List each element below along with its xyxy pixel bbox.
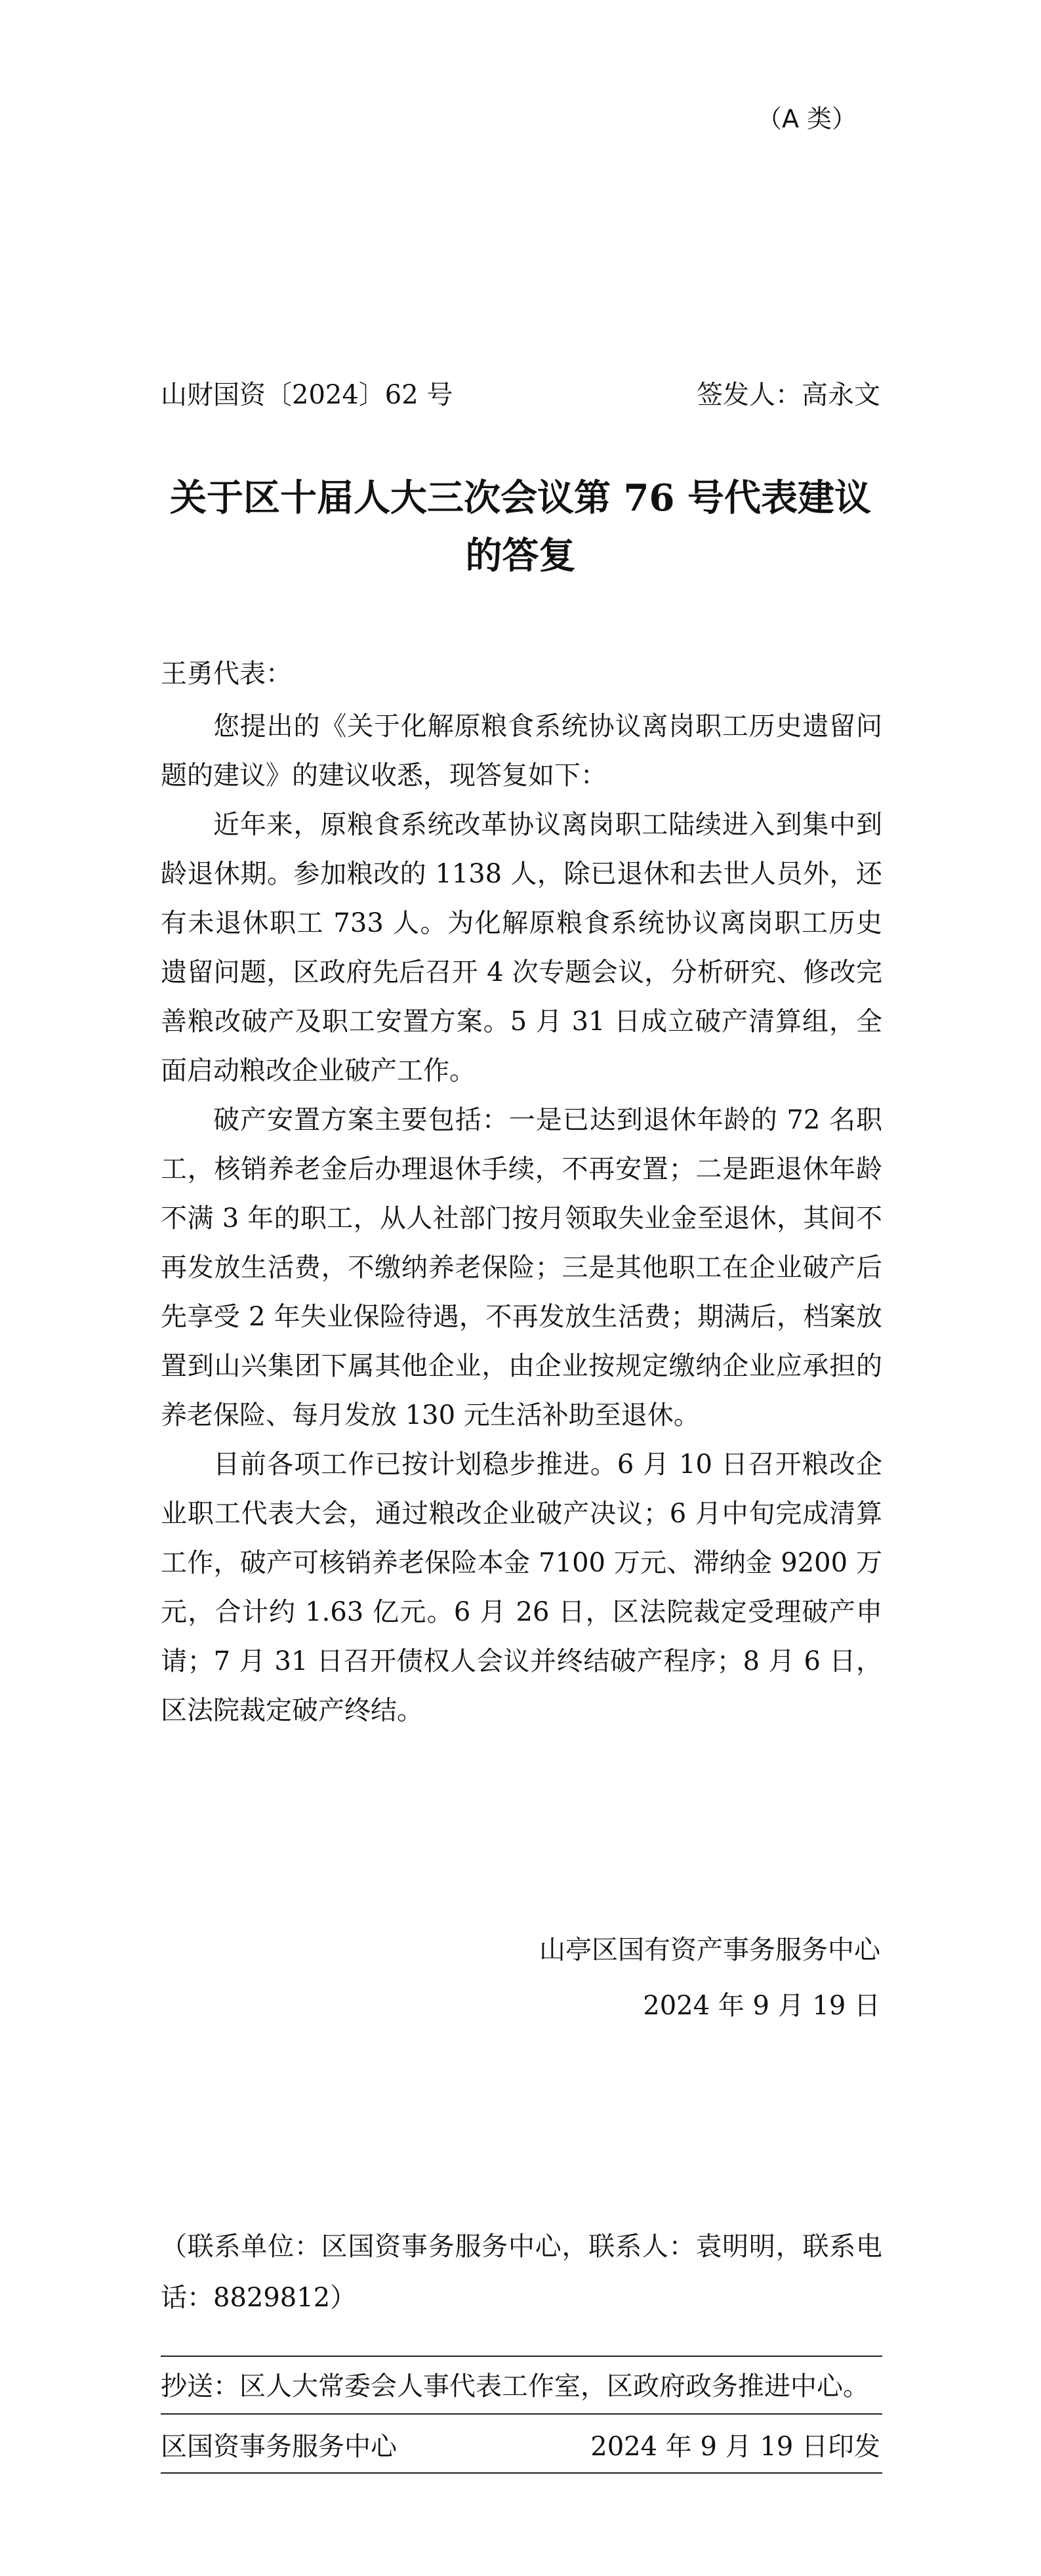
body-paragraph: 破产安置方案主要包括：一是已达到退休年龄的 72 名职工，核销养老金后办理退休手续，不再安置；二是距退休年龄不满 3 年的职工，从人社部门按月领取失业金至退休，其间不再发放生活费，不缴纳养老保险；三是其他职工在企业破产后先享受 2 年失业保险待遇，不再发放生活费；期满后，档案放置到山兴集团下属其他企业，由企业按规定缴纳企业应承担的养老保险、每月发放 130 元生活补助至退休。 [161, 1105, 882, 1430]
issue-date: 2024 年 9 月 19 日 [643, 1991, 880, 2021]
footer-divider-top [161, 2356, 882, 2357]
printing-office: 区国资事务服务中心 [161, 2432, 397, 2462]
contact-info: （联系单位：区国资事务服务中心，联系人：袁明明，联系电话：8829812） [161, 2232, 882, 2313]
document-title [131, 469, 910, 585]
body-paragraph: 目前各项工作已按计划稳步推进。6 月 10 日召开粮改企业职工代表大会，通过粮改企业破产决议；6 月中旬完成清算工作，破产可核销养老保险本金 7100 万元、滞纳金 9200 万元，合计约 1.63 亿元。6 月 26 日，区法院裁定受理破产申请；7 月 31 日召开债权人会议并终结破产程序；8 月 6 日，区法院裁定破产终结。 [161, 1449, 882, 1726]
footer-divider-middle [161, 2413, 882, 2415]
body-paragraph: 您提出的《关于化解原粮食系统协议离岗职工历史遗留问题的建议》的建议收悉，现答复如下： [161, 711, 882, 791]
title-line-2: 的答复 [465, 534, 576, 577]
cc-list: 抄送：区人大常委会人事代表工作室，区政府政务推进中心。 [161, 2371, 869, 2401]
body-text [161, 702, 882, 1735]
document-category: （A 类） [756, 104, 857, 133]
body-paragraph: 近年来，原粮食系统改革协议离岗职工陆续进入到集中到龄退休期。参加粮改的 1138 人，除已退休和去世人员外，还有未退休职工 733 人。为化解原粮食系统协议离岗职工历史遗留问题，区政府先后召开 4 次专题会议，分析研究、修改完善粮改破产及职工安置方案。5 月 31 日成立破产清算组，全面启动粮改企业破产工作。 [161, 810, 882, 1086]
footer-divider-bottom [161, 2472, 882, 2474]
print-date: 2024 年 9 月 19 日印发 [590, 2432, 880, 2462]
title-line-1: 关于区十届人大三次会议第 76 号代表建议 [170, 476, 871, 520]
document-number: 山财国资〔2024〕62 号 [161, 380, 453, 410]
salutation: 王勇代表： [161, 659, 292, 689]
signer: 签发人：高永文 [697, 380, 880, 410]
issuer-name: 山亭区国有资产事务服务中心 [539, 1935, 880, 1965]
